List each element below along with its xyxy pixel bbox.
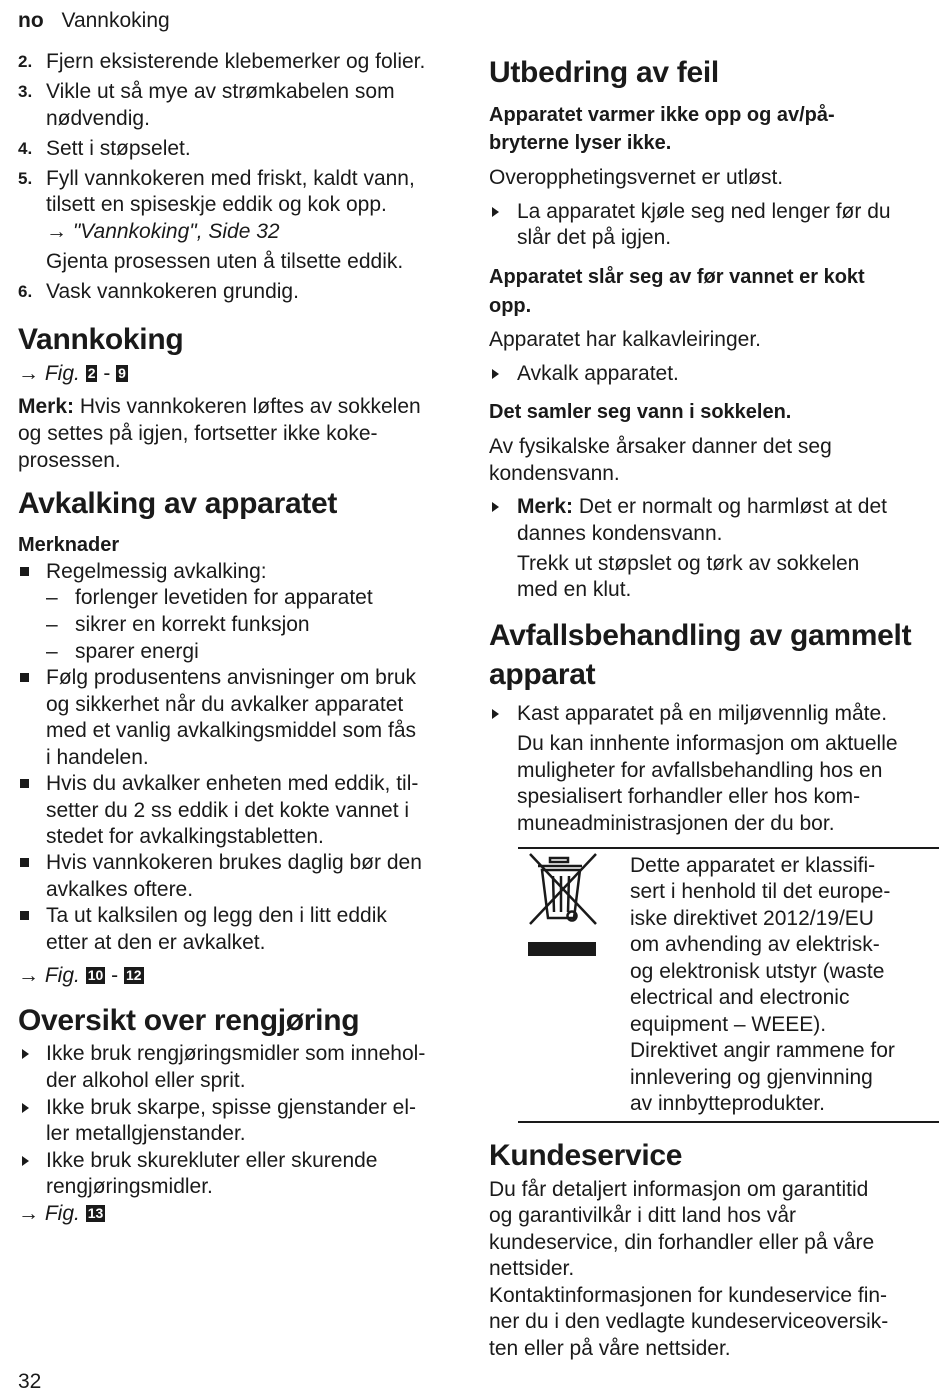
- problem-heading: Det samler seg vann i sokkelen.: [489, 401, 792, 423]
- figure-prefix: → Fig.: [18, 362, 80, 385]
- section-heading-avkalking: Avkalking av apparatet: [18, 487, 338, 520]
- language-code: no: [18, 9, 44, 32]
- service-text: og garantivilkår i ditt land hos vår: [489, 1204, 796, 1227]
- bullet-triangle: [492, 207, 499, 217]
- weee-text: equipment – WEEE).: [630, 1013, 827, 1036]
- bullet-text: i handelen.: [46, 746, 149, 769]
- bullet-text: med et vanlig avkalkingsmiddel som fås: [46, 719, 417, 742]
- list-item: Ikke bruk rengjøringsmidler som innehol-: [46, 1042, 426, 1065]
- dash-item: sparer energi: [75, 640, 199, 663]
- disposal-action: Kast apparatet på en miljøvennlig måte.: [517, 702, 888, 725]
- note-text: prosessen.: [18, 449, 121, 472]
- step-text: Vikle ut så mye av strømkabelen som: [46, 80, 395, 103]
- dash-marker: –: [46, 640, 58, 663]
- list-item: Ikke bruk skarpe, spisse gjenstander el-: [46, 1096, 417, 1119]
- bullet-text: Regelmessig avkalking:: [46, 560, 267, 583]
- bullet-text: og sikkerhet når du avkalker apparatet: [46, 693, 404, 716]
- weee-text: innlevering og gjenvinning: [630, 1066, 873, 1089]
- service-text: kundeservice, din forhandler eller på våre: [489, 1231, 875, 1254]
- bullet-triangle: [22, 1049, 29, 1059]
- dash-item: forlenger levetiden for apparatet: [75, 586, 373, 609]
- bullet-text: setter du 2 ss eddik i det kokte vannet i: [46, 799, 410, 822]
- note-text: dannes kondensvann.: [517, 522, 723, 545]
- problem-cause: Overopphetingsvernet er utløst.: [489, 166, 784, 189]
- weee-text: om avhending av elektrisk-: [630, 933, 880, 956]
- note-label: Merk:: [517, 495, 574, 518]
- weee-crossed-bin-icon: [524, 852, 604, 962]
- section-heading-kundeservice: Kundeservice: [489, 1139, 683, 1172]
- figure-reference: [18, 963, 144, 989]
- problem-action: Trekk ut støpslet og tørk av sokkelen: [517, 552, 860, 575]
- weee-text: sert i henhold til det europe-: [630, 880, 891, 903]
- note-text: Det er normalt og harmløst at det: [573, 495, 887, 518]
- figure-number-box: 13: [87, 1205, 104, 1221]
- figure-number-box: 10: [87, 967, 104, 983]
- step-number: 3.: [18, 82, 33, 101]
- step-text: Vask vannkokeren grundig.: [46, 280, 299, 303]
- disposal-info: spesialisert forhandler eller hos kom-: [517, 785, 861, 808]
- step-text: Fjern eksisterende klebemerker og folier.: [46, 50, 426, 73]
- figure-prefix: → Fig.: [18, 964, 80, 987]
- step-number: 4.: [18, 139, 33, 158]
- figure-number-box: 9: [118, 365, 126, 381]
- problem-heading: opp.: [489, 295, 532, 317]
- bullet-square: [20, 858, 29, 867]
- step-number: 5.: [18, 169, 33, 188]
- problem-action: med en klut.: [517, 578, 632, 601]
- problem-cause: Av fysikalske årsaker danner det seg: [489, 435, 832, 458]
- step-text: nødvendig.: [46, 107, 150, 130]
- bullet-text: avkalkes oftere.: [46, 878, 194, 901]
- bullet-text: Hvis du avkalker enheten med eddik, til-: [46, 772, 419, 795]
- step-text: Sett i støpselet.: [46, 137, 191, 160]
- page-number: 32: [18, 1370, 42, 1393]
- note-label: Merk:: [18, 395, 75, 418]
- weee-text: av innbytteprodukter.: [630, 1092, 825, 1115]
- service-text: nettsider.: [489, 1257, 575, 1280]
- list-item: ler metallgjenstander.: [46, 1122, 246, 1145]
- weee-text: iske direktivet 2012/19/EU: [630, 907, 874, 930]
- step-text: tilsett en spiseskje eddik og kok opp.: [46, 193, 387, 216]
- service-text: ten eller på våre nettsider.: [489, 1337, 731, 1360]
- service-text: ner du i den vedlagte kundeserviceoversik-: [489, 1310, 889, 1333]
- problem-heading: Apparatet slår seg av før vannet er kokt: [489, 266, 865, 288]
- figure-prefix: → Fig.: [18, 1202, 80, 1225]
- note-text: og settes på igjen, fortsetter ikke koke-: [18, 422, 378, 445]
- problem-cause: kondensvann.: [489, 462, 620, 485]
- bullet-square: [20, 567, 29, 576]
- problem-cause: Apparatet har kalkavleiringer.: [489, 328, 761, 351]
- figure-separator: -: [103, 362, 111, 385]
- bullet-triangle: [492, 709, 499, 719]
- bullet-triangle: [22, 1156, 29, 1166]
- bullet-text: Hvis vannkokeren brukes daglig bør den: [46, 851, 422, 874]
- problem-heading: bryterne lyser ikke.: [489, 132, 672, 154]
- note-text: Hvis vannkokeren løftes av sokkelen: [74, 395, 421, 418]
- bullet-triangle: [492, 369, 499, 379]
- weee-text: Dette apparatet er klassifi-: [630, 854, 876, 877]
- section-heading-avfall: apparat: [489, 658, 596, 691]
- list-item: Ikke bruk skurekluter eller skurende: [46, 1149, 378, 1172]
- step-text: Gjenta prosessen uten å tilsette eddik.: [46, 250, 404, 273]
- cross-reference-link[interactable]: → "Vannkoking", Side 32: [46, 220, 280, 243]
- note-paragraph: [517, 494, 887, 520]
- step-text: Fyll vannkokeren med friskt, kaldt vann,: [46, 167, 415, 190]
- weee-text: electrical and electronic: [630, 986, 850, 1009]
- weee-text: og elektronisk utstyr (waste: [630, 960, 885, 983]
- weee-bottom-rule: [518, 1121, 939, 1123]
- problem-action: slår det på igjen.: [517, 226, 672, 249]
- figure-number-box: 12: [125, 967, 142, 983]
- service-text: Kontaktinformasjonen for kundeservice fin-: [489, 1284, 888, 1307]
- problem-action: Avkalk apparatet.: [517, 362, 679, 385]
- bullet-text: Følg produsentens anvisninger om bruk: [46, 666, 417, 689]
- section-name: Vannkoking: [61, 9, 170, 32]
- figure-separator: -: [111, 964, 119, 987]
- figure-number-box: 2: [87, 365, 96, 381]
- weee-text: Direktivet angir rammene for: [630, 1039, 895, 1062]
- bullet-triangle: [492, 502, 499, 512]
- dash-marker: –: [46, 613, 58, 636]
- bullet-square: [20, 911, 29, 920]
- disposal-info: Du kan innhente informasjon om aktuelle: [517, 732, 898, 755]
- list-item: rengjøringsmidler.: [46, 1175, 213, 1198]
- section-heading-rengjoring: Oversikt over rengjøring: [18, 1004, 360, 1037]
- step-number: 2.: [18, 52, 33, 71]
- bullet-square: [20, 779, 29, 788]
- disposal-info: muligheter for avfallsbehandling hos en: [517, 759, 883, 782]
- disposal-info: muneadministrasjonen der du bor.: [517, 812, 835, 835]
- bullet-text: etter at den er avkalket.: [46, 931, 266, 954]
- page-header: [18, 8, 170, 34]
- notes-heading: Merknader: [18, 534, 120, 556]
- dash-item: sikrer en korrekt funksjon: [75, 613, 310, 636]
- problem-heading: Apparatet varmer ikke opp og av/på-: [489, 104, 835, 126]
- list-item: der alkohol eller sprit.: [46, 1069, 246, 1092]
- bullet-text: stedet for avkalkingstabletten.: [46, 825, 324, 848]
- problem-action: La apparatet kjøle seg ned lenger før du: [517, 200, 891, 223]
- section-heading-vannkoking: Vannkoking: [18, 323, 184, 356]
- section-heading-avfall: Avfallsbehandling av gammelt: [489, 619, 912, 652]
- bullet-triangle: [22, 1103, 29, 1113]
- step-number: 6.: [18, 282, 33, 301]
- weee-top-rule: [518, 847, 939, 849]
- section-heading-utbedring: Utbedring av feil: [489, 56, 719, 89]
- figure-reference: [18, 1201, 105, 1227]
- figure-reference: [18, 361, 128, 387]
- dash-marker: –: [46, 586, 58, 609]
- note-paragraph: [18, 394, 421, 420]
- bullet-square: [20, 673, 29, 682]
- service-text: Du får detaljert informasjon om garantitid: [489, 1178, 869, 1201]
- bullet-text: Ta ut kalksilen og legg den i litt eddik: [46, 904, 387, 927]
